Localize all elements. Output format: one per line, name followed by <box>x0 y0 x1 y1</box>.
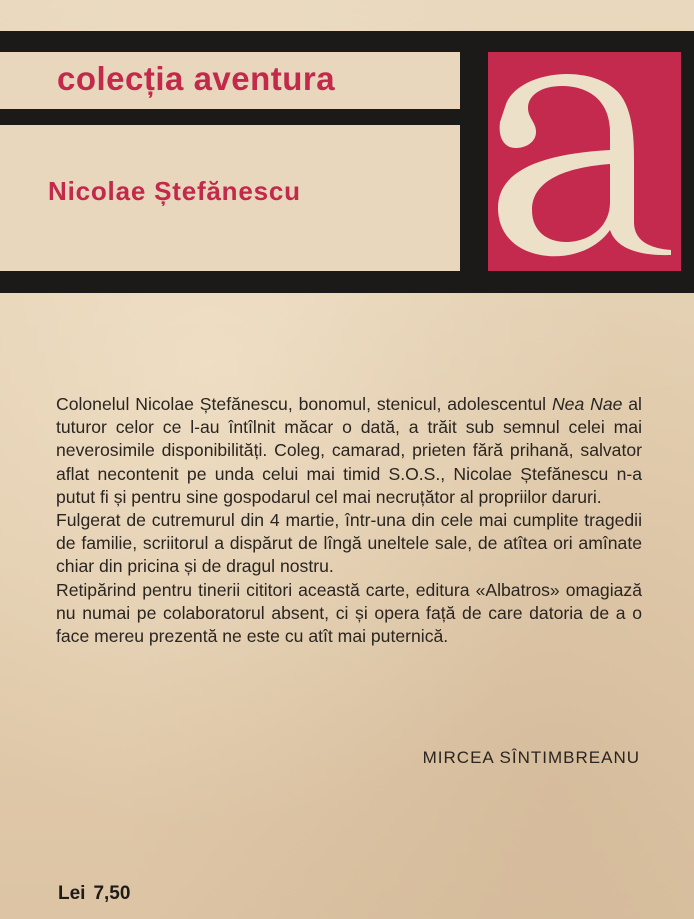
blurb-paragraph-1 <box>56 393 642 509</box>
author-name: Nicolae Ștefănescu <box>48 176 301 206</box>
blurb-italic-nickname: Nea Nae <box>551 394 623 414</box>
blurb-paragraph-2: Fulgerat de cutremurul din 4 martie, într-una din cele mai cumplite tragedii de familie, scriitorul a dispărut de lîngă uneltele sale, de atîtea ori amînate chiar din pricina și de dragul nostru. <box>56 510 642 577</box>
blurb-paragraph-3: Retipărind pentru tinerii cititori această carte, editura «Albatros» omagiază nu numai pe colaboratorul absent, ci și opera față de care datoria de a o face mereu prezentă ne este cu atît mai puternică. <box>56 579 642 647</box>
blurb-signature: MIRCEA SÎNTIMBREANU <box>422 748 640 767</box>
letter-a-logo-icon <box>488 52 681 271</box>
price-amount: 7,50 <box>93 883 131 904</box>
price-tag <box>58 883 130 905</box>
series-logo <box>488 52 681 271</box>
blurb-text: al tuturor celor ce l-au întîlnit măcar o dată, a trăit sub semnul celei mai neverosimile disponibilități. Coleg, camarad, prieten fără prihană, salvator aflat necontenit pe unda celui mai timid S.O.S., Nicolae Ștefănescu n-a putut fi și pentru sine gospodarul cel mai necruțător al propriilor daruri. <box>56 394 642 507</box>
series-title: colecția aventura <box>57 60 336 97</box>
blurb-text: Colonelul Nicolae Ștefănescu, bonomul, stenicul, adolescentul <box>56 394 552 414</box>
cover-blurb <box>56 393 642 648</box>
price-label: Lei <box>58 883 86 904</box>
